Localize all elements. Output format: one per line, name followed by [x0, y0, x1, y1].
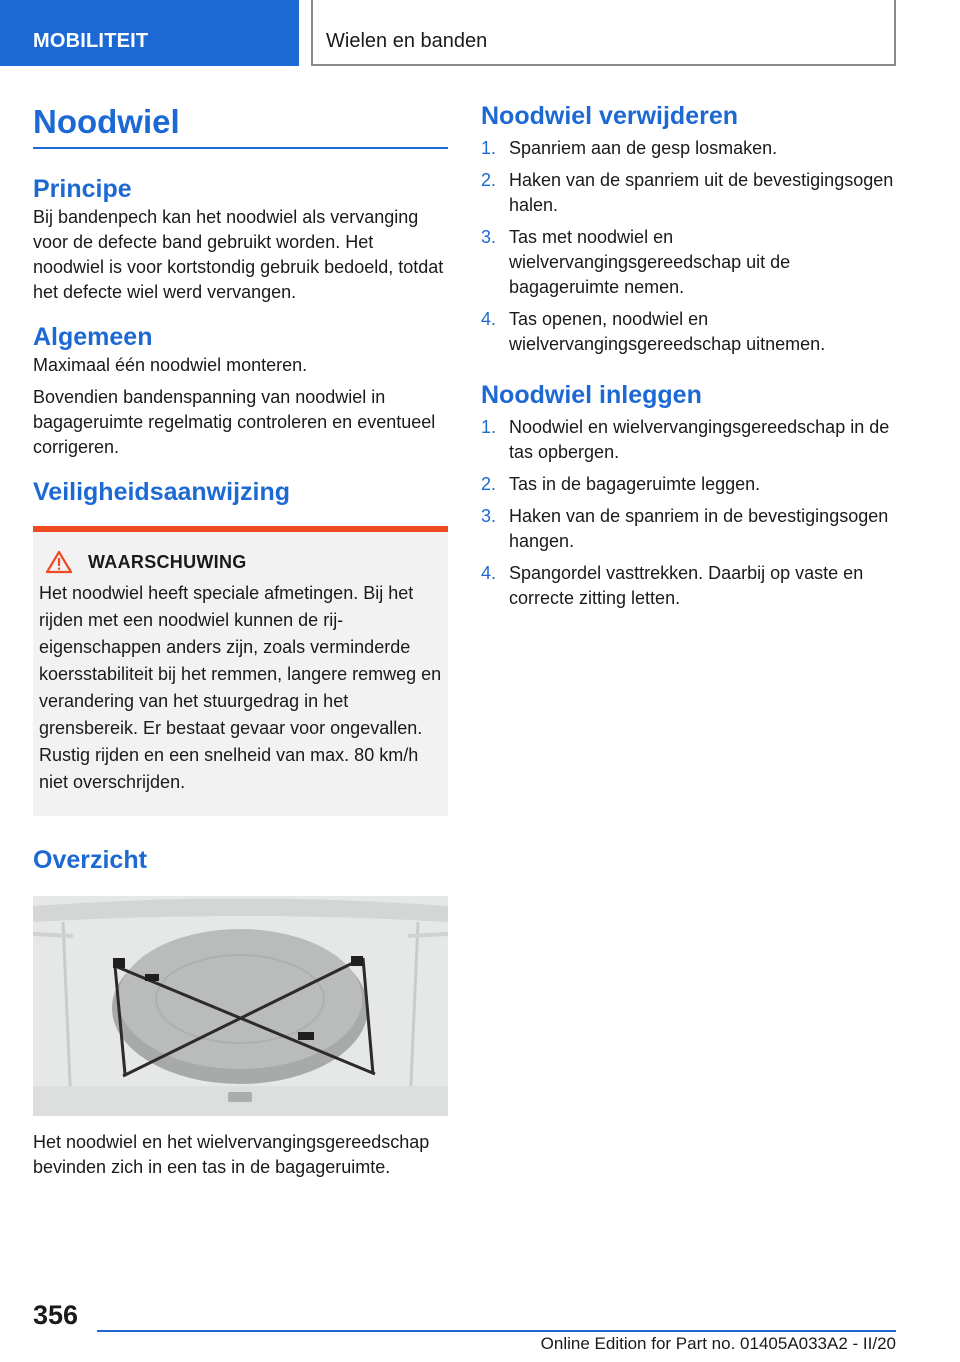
warning-text: Het noodwiel heeft speciale afmetingen. Bij het rijden met een noodwiel kunnen de rij-eigenschappen anders zijn, zoals verminderde koersstabiliteit bij het remmen, langere remweg en verandering van het stuurgedrag in het grensbereik. Er bestaat gevaar voor ongevallen. Rustig rijden en een snelheid van max. 80 km/h niet overschrijden. [39, 583, 442, 792]
step-number: 1. [481, 138, 497, 158]
list-item [481, 504, 901, 554]
step-text: Tas met noodwiel en wielvervangingsgereedschap uit de bagageruimte nemen. [509, 227, 791, 297]
warning-title-row [39, 550, 442, 574]
step-text: Spangordel vasttrekken. Daarbij op vaste en correcte zitting letten. [509, 563, 864, 608]
step-number: 1. [481, 417, 497, 437]
right-column [481, 100, 901, 618]
header-section-label: MOBILITEIT [33, 30, 149, 52]
step-text: Noodwiel en wielvervangingsgereedschap in de tas opbergen. [509, 417, 890, 462]
principe-text: Bij bandenpech kan het noodwiel als vervanging voor de defecte band gebruikt worden. Het noodwiel is voor kortstondig gebruik bedoeld, totdat het defecte wiel werd vervangen. [33, 207, 444, 302]
heading-inleggen: Noodwiel inleggen [481, 381, 702, 409]
steps-inleggen [481, 415, 901, 611]
step-text: Haken van de spanriem uit de bevestigingsogen halen. [509, 170, 894, 215]
section-veiligheid [33, 476, 448, 816]
list-item [481, 472, 901, 497]
step-text: Haken van de spanriem in de bevestigingsogen hangen. [509, 506, 889, 551]
heading-overzicht: Overzicht [33, 846, 147, 874]
header-section-tab [0, 0, 299, 66]
step-text: Tas openen, noodwiel en wielvervangingsgereedschap uitnemen. [509, 309, 826, 354]
warning-title: WAARSCHUWING [88, 551, 247, 572]
list-item [481, 561, 901, 611]
page-number: 356 [33, 1300, 79, 1330]
heading-verwijderen: Noodwiel verwijderen [481, 102, 739, 130]
list-item [481, 225, 901, 300]
footer-divider [97, 1330, 896, 1332]
step-number: 2. [481, 474, 497, 494]
figure-caption: Het noodwiel en het wielvervangingsgereedschap bevinden zich in een tas in de bagageruimte. [33, 1132, 430, 1177]
step-number: 2. [481, 170, 497, 190]
section-principe [33, 173, 448, 305]
steps-verwijderen [481, 136, 901, 357]
section-overzicht [33, 844, 448, 1180]
step-number: 3. [481, 506, 497, 526]
algemeen-text-2: Bovendien bandenspanning van noodwiel in bagageruimte regelmatig controleren en eventueel corrigeren. [33, 387, 436, 457]
list-item [481, 168, 901, 218]
list-item [481, 415, 901, 465]
step-number: 3. [481, 227, 497, 247]
step-text: Spanriem aan de gesp losmaken. [509, 138, 778, 158]
warning-box [33, 526, 448, 816]
footer-edition: Online Edition for Part no. 01405A033A2 - II/20 [540, 1334, 896, 1353]
step-number: 4. [481, 309, 497, 329]
heading-veiligheid: Veiligheidsaanwijzing [33, 478, 291, 506]
header-chapter-tab [311, 0, 896, 66]
left-column [33, 100, 448, 1180]
section-verwijderen [481, 100, 901, 357]
heading-algemeen: Algemeen [33, 323, 153, 351]
page-title: Noodwiel [33, 100, 448, 149]
list-item [481, 307, 901, 357]
section-inleggen [481, 379, 901, 611]
algemeen-text-1: Maximaal één noodwiel monteren. [33, 355, 308, 375]
heading-principe: Principe [33, 175, 132, 203]
header-chapter-label: Wielen en banden [326, 30, 488, 52]
step-text: Tas in de bagageruimte leggen. [509, 474, 761, 494]
section-algemeen [33, 321, 448, 460]
step-number: 4. [481, 563, 497, 583]
trunk-spare-wheel-image [33, 896, 448, 1116]
warning-triangle-icon [45, 550, 73, 574]
list-item [481, 136, 901, 161]
